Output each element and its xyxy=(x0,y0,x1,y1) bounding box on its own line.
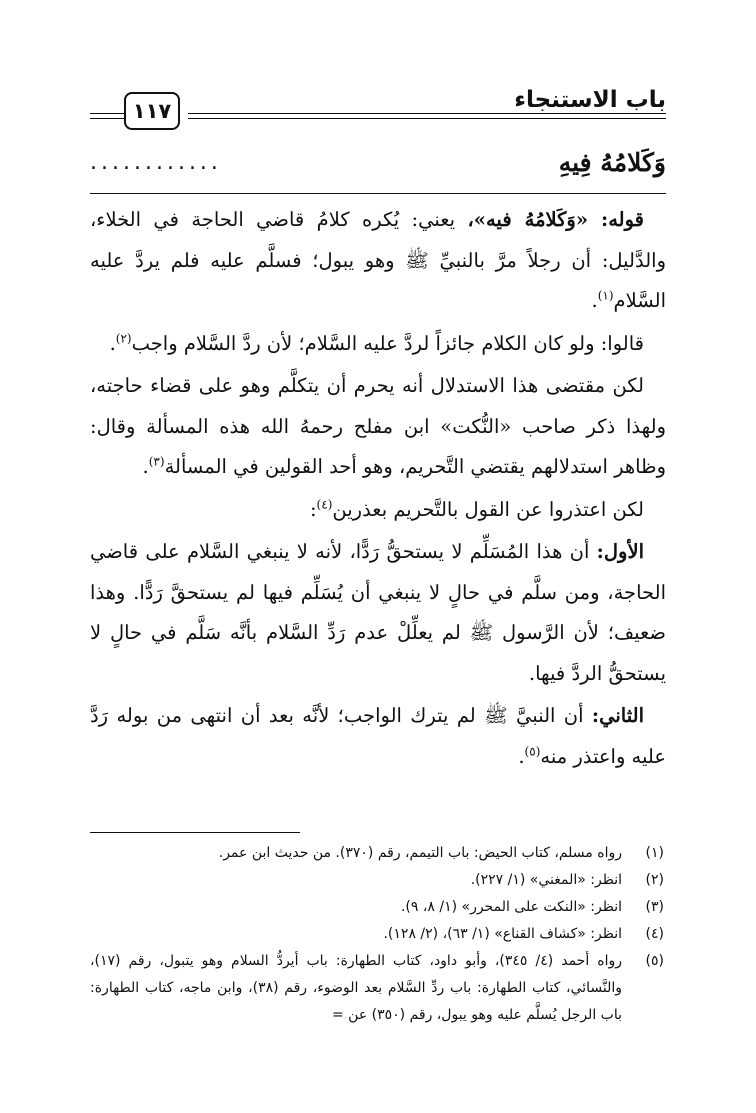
footnote xyxy=(90,867,666,894)
footnote-number: (١) xyxy=(645,845,664,861)
paragraph-lead: قوله: «وَكَلامُهُ فيه»، xyxy=(467,208,645,231)
paragraph-5 xyxy=(90,532,666,694)
footnote-ref[interactable]: (٢) xyxy=(115,331,132,345)
footnote-number: (٢) xyxy=(645,872,664,888)
paragraph-lead: الثاني: xyxy=(591,704,644,727)
footnote-ref[interactable]: (٥) xyxy=(524,744,541,758)
footnote-number: (٣) xyxy=(645,899,664,915)
footnote xyxy=(90,921,666,948)
footnote xyxy=(90,948,666,1029)
paragraph-end: . xyxy=(142,455,149,478)
paragraph-lead: الأول: xyxy=(596,540,644,563)
footnote-ref[interactable]: (٤) xyxy=(316,497,333,511)
paragraph-4 xyxy=(90,490,666,531)
header-rule xyxy=(188,118,666,119)
footnotes xyxy=(90,840,666,1029)
footnote-ref[interactable]: (١) xyxy=(597,288,614,303)
footnote xyxy=(90,840,666,867)
paragraph-text: لكن مقتضى هذا الاستدلال أنه يحرم أن يتكلَّم وهو على قضاء حاجته، ولهذا ذكر صاحب «النُّكت» ابن مفلح رحمهُ الله هذه المسألة وقال: وظاهر استدلالهم يقتضي التَّحريم، وهو أحد القولين في المسألة xyxy=(90,374,666,478)
paragraph-text: قالوا: ولو كان الكلام جائزاً لردَّ عليه السَّلام؛ لأن ردَّ السَّلام واجب xyxy=(131,331,644,355)
paragraph-1 xyxy=(90,200,666,322)
footnote-number: (٥) xyxy=(645,953,664,969)
footnote-ref[interactable]: (٣) xyxy=(148,454,165,469)
footnote-text: انظر: «المغني» (١/ ٢٢٧). xyxy=(470,872,622,888)
paragraph-6 xyxy=(90,696,666,777)
matn-text: وَكَلامُهُ فِيهِ xyxy=(558,147,666,177)
page-number: ١١٧ xyxy=(124,92,180,130)
commentary-body xyxy=(90,200,666,779)
paragraph-end: . xyxy=(591,289,598,312)
footnote-text: انظر: «النكت على المحرر» (١/ ٨، ٩). xyxy=(400,899,622,915)
paragraph-text: أن هذا المُسَلِّم لا يستحقُّ رَدًّا، لأنه لا ينبغي السَّلام على قاضي الحاجة، ومن سلَّم في حالٍ لا ينبغي أن يُسَلِّم فيها لم يستحقَّ رَدًّا. وهذا ضعيف؛ لأن الرَّسول ﷺ لم يعلِّلْ عدم رَدِّ السَّلام بأنَّه سَلَّم في حالٍ لا يستحقُّ الردَّ فيها. xyxy=(90,540,666,685)
paragraph-end: . xyxy=(518,744,525,768)
paragraph-end: . xyxy=(109,331,116,355)
chapter-title: باب الاستنجاء xyxy=(514,87,666,113)
footnote-text: رواه مسلم، كتاب الحيض: باب التيمم، رقم (٣٧٠). من حديث ابن عمر. xyxy=(218,845,622,861)
paragraph-text: لكن اعتذروا عن القول بالتَّحريم بعذرين xyxy=(332,497,644,521)
footnote xyxy=(90,894,666,921)
header-rule xyxy=(188,113,666,114)
paragraph-end: : xyxy=(309,497,317,521)
footnote-text: رواه أحمد (٤/ ٣٤٥)، وأبو داود، كتاب الطهارة: باب أيردُّ السلام وهو يتبول، رقم (١٧)، والنَّسائي، كتاب الطهارة: باب ردِّ السَّلام بعد الوضوء، رقم (٣٨)، وابن ماجه، كتاب الطهارة: باب الرجل يُسلَّم عليه وهو يبول، رقم (٣٥٠) عن = xyxy=(90,953,622,1023)
footnote-text: انظر: «كشاف القناع» (١/ ٦٣)، (٢/ ١٢٨). xyxy=(383,926,622,942)
paragraph-text: أن النبيَّ ﷺ لم يترك الواجب؛ لأنَّه بعد أن انتهى من بوله رَدَّ عليه واعتذر منه xyxy=(90,704,666,768)
footnote-number: (٤) xyxy=(645,926,664,942)
footnote-separator xyxy=(90,832,300,833)
paragraph-text: يعني: يُكره كلامُ قاضي الحاجة في الخلاء، والدَّليل: أن رجلاً مرَّ بالنبيِّ ﷺ وهو يبول؛ فسلَّم عليه فلم يردَّ عليه السَّلام xyxy=(90,208,666,312)
paragraph-3 xyxy=(90,366,666,488)
paragraph-2 xyxy=(90,324,666,365)
matn-divider xyxy=(90,193,666,194)
matn-line xyxy=(90,142,666,182)
matn-dots: ............ xyxy=(90,149,222,175)
